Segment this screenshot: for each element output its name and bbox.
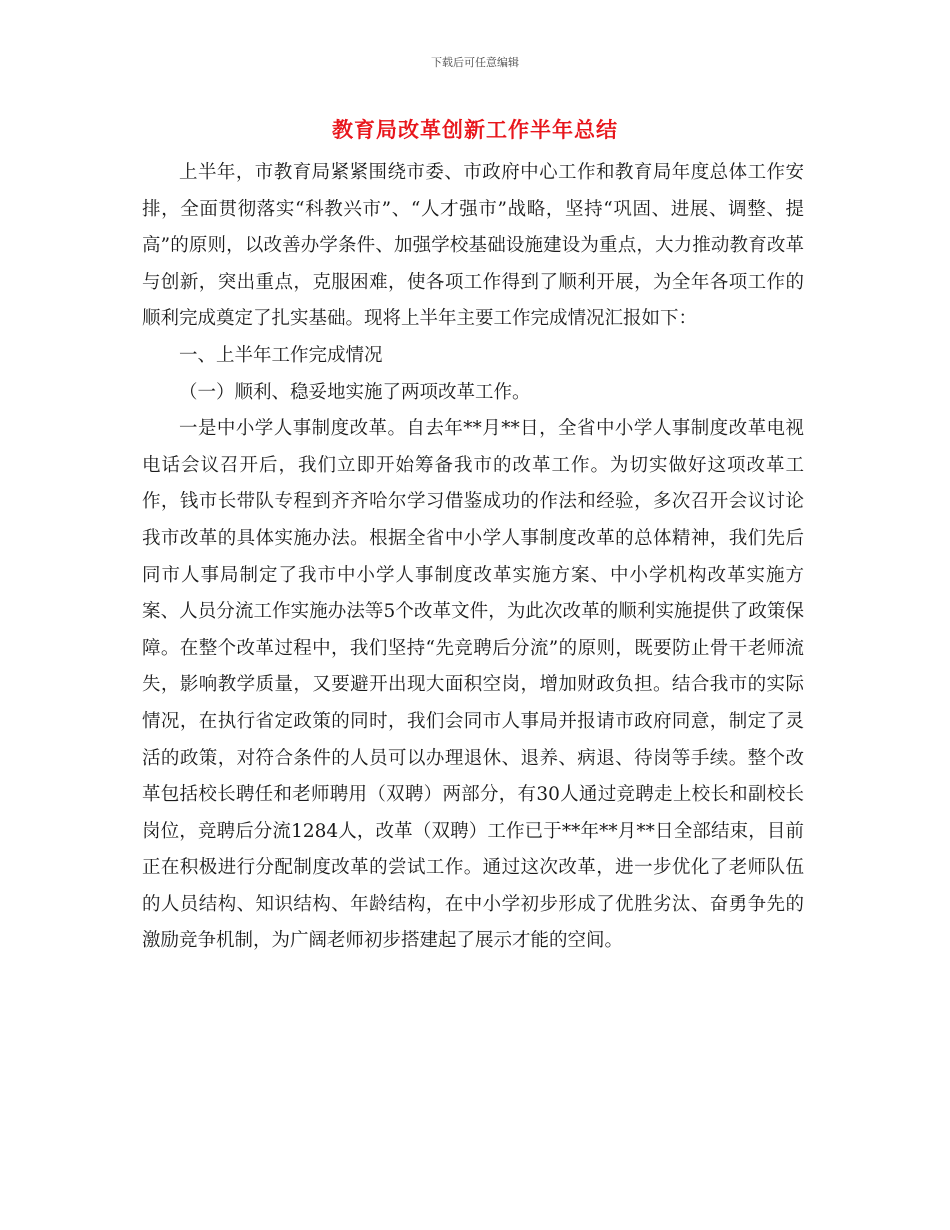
document-body xyxy=(142,155,804,960)
subsection-heading: （一）顺利、稳妥地实施了两项改革工作。 xyxy=(179,381,531,403)
paragraph-reform: 一是中小学人事制度改革。自去年**月**日，全省中小学人事制度改革电视电话会议召开后，我们立即开始筹备我市的改革工作。为切实做好这项改革工作，钱市长带队专程到齐齐哈尔学习借鉴成功的作法和经验，多次召开会议讨论我市改革的具体实施办法。根据全省中小学人事制度改革的总体精神，我们先后同市人事局制定了我市中小学人事制度改革实施方案、中小学机构改革实施方案、人员分流工作实施办法等5个改革文件，为此次改革的顺利实施提供了政策保障。在整个改革过程中，我们坚持“先竞聘后分流”的原则，既要防止骨干老师流失，影响教学质量，又要避开出现大面积空岗，增加财政负担。结合我市的实际情况，在执行省定政策的同时，我们会同市人事局并报请市政府同意，制定了灵活的政策，对符合条件的人员可以办理退休、退养、病退、待岗等手续。整个改革包括校长聘任和老师聘用（双聘）两部分，有30人通过竞聘走上校长和副校长岗位，竞聘后分流1284人，改革（双聘）工作已于**年**月**日全部结束，目前正在积极进行分配制度改革的尝试工作。通过这次改革，进一步优化了老师队伍的人员结构、知识结构、年龄结构，在中小学初步形成了优胜劣汰、奋勇争先的激励竞争机制，为广阔老师初步搭建起了展示才能的空间。 xyxy=(142,418,804,952)
header-note: 下载后可任意编辑 xyxy=(431,56,519,69)
section-heading: 一、上半年工作完成情况 xyxy=(179,344,383,366)
document-title: 教育局改革创新工作半年总结 xyxy=(332,118,618,142)
paragraph-intro: 上半年，市教育局紧紧围绕市委、市政府中心工作和教育局年度总体工作安排，全面贯彻落实“科教兴市”、“人才强市”战略，坚持“巩固、进展、调整、提高”的原则，以改善办学条件、加强学校基础设施建设为重点，大力推动教育改革与创新，突出重点，克服困难，使各项工作得到了顺利开展，为全年各项工作的顺利完成奠定了扎实基础。现将上半年主要工作完成情况汇报如下： xyxy=(142,162,804,330)
